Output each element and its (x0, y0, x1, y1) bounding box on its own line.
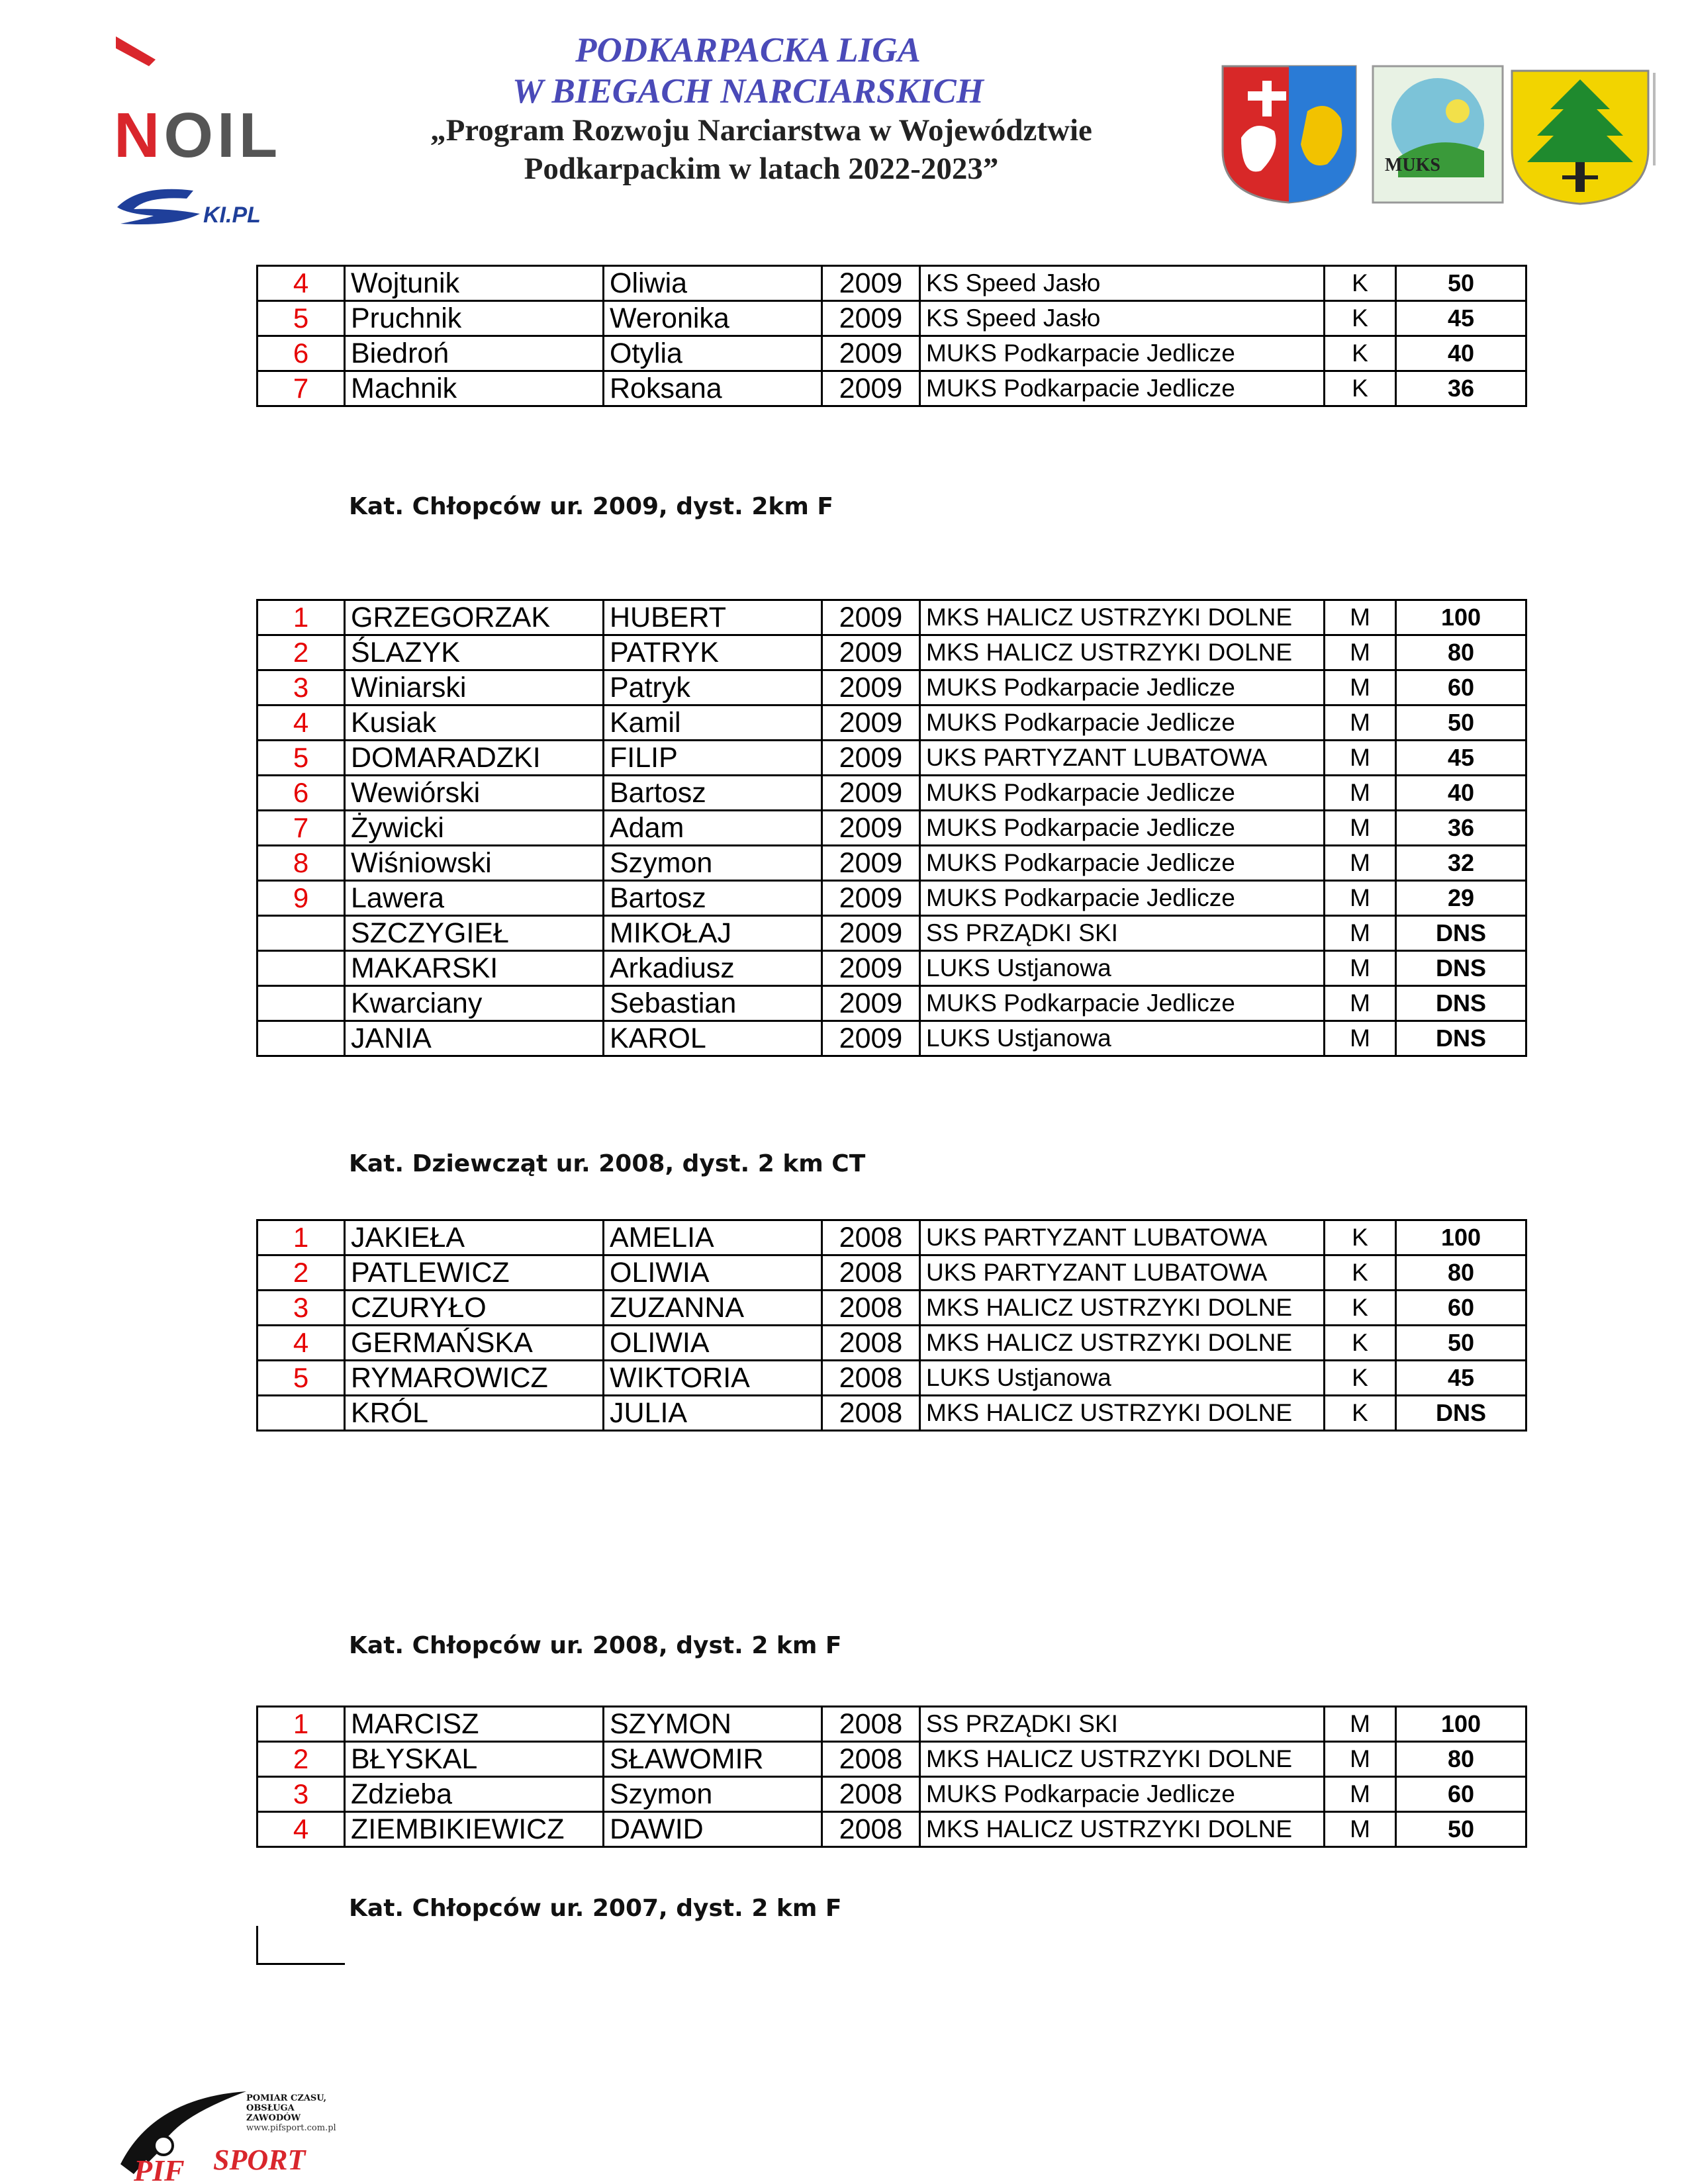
club-cell: LUKS Ustjanowa (920, 1361, 1325, 1396)
name-cell: FILIP (604, 741, 822, 776)
section-title-boys-2008: Kat. Chłopców ur. 2008, dyst. 2 km F (349, 1632, 842, 1659)
table-row (258, 635, 1526, 670)
surname-cell: Żywicki (345, 811, 604, 846)
table-row (258, 951, 1526, 986)
place-cell (258, 951, 345, 986)
sex-cell: K (1325, 1255, 1396, 1291)
table-row (258, 266, 1526, 301)
sex-cell: M (1325, 741, 1396, 776)
place-cell: 6 (258, 336, 345, 371)
table-row (258, 1707, 1526, 1742)
club-cell: SS PRZĄDKI SKI (920, 1707, 1325, 1742)
club-cell: UKS PARTYZANT LUBATOWA (920, 1255, 1325, 1291)
results-table-girls-2009-continued (256, 265, 1527, 407)
year-cell: 2008 (822, 1291, 920, 1326)
table-row (258, 1777, 1526, 1812)
place-cell: 3 (258, 1777, 345, 1812)
surname-cell: MAKARSKI (345, 951, 604, 986)
name-cell: Weronika (604, 301, 822, 336)
club-cell: MUKS Podkarpacie Jedlicze (920, 670, 1325, 705)
name-cell: ZUZANNA (604, 1291, 822, 1326)
sex-cell: M (1325, 846, 1396, 881)
club-cell: MKS HALICZ USTRZYKI DOLNE (920, 635, 1325, 670)
place-cell: 1 (258, 600, 345, 635)
club-cell: UKS PARTYZANT LUBATOWA (920, 1220, 1325, 1255)
surname-cell: ZIEMBIKIEWICZ (345, 1812, 604, 1847)
table-row (258, 1812, 1526, 1847)
year-cell: 2009 (822, 266, 920, 301)
club-cell: MKS HALICZ USTRZYKI DOLNE (920, 1326, 1325, 1361)
place-cell: 2 (258, 1255, 345, 1291)
name-cell: Patryk (604, 670, 822, 705)
club-cell: MKS HALICZ USTRZYKI DOLNE (920, 1812, 1325, 1847)
place-cell: 2 (258, 635, 345, 670)
surname-cell: KRÓL (345, 1396, 604, 1431)
sex-cell: K (1325, 1361, 1396, 1396)
place-cell: 1 (258, 1707, 345, 1742)
points-cell: 50 (1396, 1326, 1526, 1361)
year-cell: 2009 (822, 811, 920, 846)
surname-cell: Wiśniowski (345, 846, 604, 881)
points-cell: 80 (1396, 635, 1526, 670)
surname-cell: ŚLAZYK (345, 635, 604, 670)
club-cell: LUKS Ustjanowa (920, 951, 1325, 986)
name-cell: SZYMON (604, 1707, 822, 1742)
sex-cell: K (1325, 1396, 1396, 1431)
sponsor-oil-logo: NOIL (114, 100, 282, 171)
page-edge-mark (1652, 73, 1665, 165)
name-cell: SŁAWOMIR (604, 1742, 822, 1777)
name-cell: Szymon (604, 1777, 822, 1812)
club-cell: MKS HALICZ USTRZYKI DOLNE (920, 600, 1325, 635)
place-cell: 7 (258, 371, 345, 406)
place-cell (258, 916, 345, 951)
place-cell: 9 (258, 881, 345, 916)
club-cell: MUKS Podkarpacie Jedlicze (920, 371, 1325, 406)
points-cell: 40 (1396, 776, 1526, 811)
place-cell: 4 (258, 705, 345, 741)
place-cell: 3 (258, 1291, 345, 1326)
club-cell: KS Speed Jasło (920, 266, 1325, 301)
club-cell: KS Speed Jasło (920, 301, 1325, 336)
table-row (258, 881, 1526, 916)
points-cell: DNS (1396, 916, 1526, 951)
table-row (258, 811, 1526, 846)
points-cell: 60 (1396, 670, 1526, 705)
sex-cell: K (1325, 301, 1396, 336)
name-cell: OLIWIA (604, 1326, 822, 1361)
points-cell: 50 (1396, 1812, 1526, 1847)
points-cell: 36 (1396, 371, 1526, 406)
points-cell: 100 (1396, 600, 1526, 635)
sex-cell: M (1325, 1742, 1396, 1777)
year-cell: 2008 (822, 1707, 920, 1742)
year-cell: 2009 (822, 336, 920, 371)
year-cell: 2009 (822, 846, 920, 881)
name-cell: OLIWIA (604, 1255, 822, 1291)
sex-cell: M (1325, 670, 1396, 705)
place-cell: 3 (258, 670, 345, 705)
place-cell: 6 (258, 776, 345, 811)
name-cell: PATRYK (604, 635, 822, 670)
year-cell: 2009 (822, 916, 920, 951)
sex-cell: M (1325, 705, 1396, 741)
league-title: PODKARPACKA LIGA W BIEGACH NARCIARSKICH (512, 31, 984, 111)
points-cell: DNS (1396, 951, 1526, 986)
points-cell: 45 (1396, 741, 1526, 776)
surname-cell: Pruchnik (345, 301, 604, 336)
sex-cell: K (1325, 371, 1396, 406)
table-row (258, 600, 1526, 635)
year-cell: 2009 (822, 776, 920, 811)
surname-cell: PATLEWICZ (345, 1255, 604, 1291)
surname-cell: MARCISZ (345, 1707, 604, 1742)
sex-cell: M (1325, 1021, 1396, 1056)
points-cell: DNS (1396, 1021, 1526, 1056)
points-cell: 50 (1396, 705, 1526, 741)
sponsor-flag-icon (116, 36, 156, 69)
points-cell: 60 (1396, 1291, 1526, 1326)
name-cell: WIKTORIA (604, 1361, 822, 1396)
surname-cell: Wojtunik (345, 266, 604, 301)
year-cell: 2008 (822, 1812, 920, 1847)
name-cell: Otylia (604, 336, 822, 371)
surname-cell: SZCZYGIEŁ (345, 916, 604, 951)
points-cell: 40 (1396, 336, 1526, 371)
program-subtitle: „Program Rozwoju Narciarstwa w Województwie Podkarpackim w latach 2022-2023” (430, 113, 1092, 186)
year-cell: 2008 (822, 1255, 920, 1291)
year-cell: 2009 (822, 705, 920, 741)
table-row (258, 986, 1526, 1021)
club-cell: MUKS Podkarpacie Jedlicze (920, 811, 1325, 846)
surname-cell: DOMARADZKI (345, 741, 604, 776)
sex-cell: K (1325, 1220, 1396, 1255)
table-row (258, 301, 1526, 336)
year-cell: 2008 (822, 1396, 920, 1431)
name-cell: KAROL (604, 1021, 822, 1056)
sex-cell: K (1325, 1326, 1396, 1361)
muks-logo-text: MUKS (1385, 155, 1440, 175)
surname-cell: Wewiórski (345, 776, 604, 811)
podkarpackie-coat-of-arms-icon (1221, 65, 1357, 204)
name-cell: Szymon (604, 846, 822, 881)
table-row (258, 1396, 1526, 1431)
club-cell: MUKS Podkarpacie Jedlicze (920, 1777, 1325, 1812)
year-cell: 2009 (822, 741, 920, 776)
points-cell: 32 (1396, 846, 1526, 881)
club-cell: MKS HALICZ USTRZYKI DOLNE (920, 1742, 1325, 1777)
sex-cell: M (1325, 600, 1396, 635)
place-cell (258, 1021, 345, 1056)
table-row (258, 741, 1526, 776)
surname-cell: Zdzieba (345, 1777, 604, 1812)
results-table-boys-2008 (256, 1706, 1527, 1848)
points-cell: 100 (1396, 1220, 1526, 1255)
surname-cell: Winiarski (345, 670, 604, 705)
table-row (258, 1255, 1526, 1291)
section-title-boys-2009: Kat. Chłopców ur. 2009, dyst. 2km F (349, 493, 833, 520)
surname-cell: Biedroń (345, 336, 604, 371)
year-cell: 2009 (822, 670, 920, 705)
name-cell: Sebastian (604, 986, 822, 1021)
place-cell: 5 (258, 1361, 345, 1396)
place-cell: 4 (258, 266, 345, 301)
points-cell: 45 (1396, 301, 1526, 336)
results-table-girls-2008 (256, 1219, 1527, 1432)
points-cell: DNS (1396, 986, 1526, 1021)
table-row (258, 371, 1526, 406)
footer-url: www.pifsport.com.pl (246, 2123, 336, 2133)
name-cell: Arkadiusz (604, 951, 822, 986)
name-cell: Adam (604, 811, 822, 846)
name-cell: JULIA (604, 1396, 822, 1431)
pif-brand-text: PIF (134, 2154, 185, 2184)
sponsor-ski-logo (114, 177, 326, 230)
name-cell: Bartosz (604, 881, 822, 916)
name-cell: Roksana (604, 371, 822, 406)
name-cell: DAWID (604, 1812, 822, 1847)
club-cell: MUKS Podkarpacie Jedlicze (920, 986, 1325, 1021)
surname-cell: Machnik (345, 371, 604, 406)
surname-cell: Lawera (345, 881, 604, 916)
table-row (258, 916, 1526, 951)
year-cell: 2009 (822, 301, 920, 336)
results-table-boys-2009 (256, 599, 1527, 1057)
place-cell: 4 (258, 1812, 345, 1847)
points-cell: 36 (1396, 811, 1526, 846)
surname-cell: BŁYSKAL (345, 1742, 604, 1777)
sex-cell: M (1325, 1812, 1396, 1847)
surname-cell: JAKIEŁA (345, 1220, 604, 1255)
surname-cell: GRZEGORZAK (345, 600, 604, 635)
club-cell: MKS HALICZ USTRZYKI DOLNE (920, 1396, 1325, 1431)
club-cell: MUKS Podkarpacie Jedlicze (920, 336, 1325, 371)
empty-table-stub (256, 1926, 345, 1965)
surname-cell: RYMAROWICZ (345, 1361, 604, 1396)
club-cell: MUKS Podkarpacie Jedlicze (920, 776, 1325, 811)
points-cell: 80 (1396, 1742, 1526, 1777)
place-cell (258, 986, 345, 1021)
club-cell: MUKS Podkarpacie Jedlicze (920, 846, 1325, 881)
sponsor-ski-text: KI.PL (203, 203, 261, 228)
year-cell: 2009 (822, 881, 920, 916)
sex-cell: M (1325, 916, 1396, 951)
name-cell: Kamil (604, 705, 822, 741)
sex-cell: M (1325, 776, 1396, 811)
sex-cell: K (1325, 336, 1396, 371)
place-cell: 5 (258, 301, 345, 336)
sex-cell: M (1325, 635, 1396, 670)
table-row (258, 1021, 1526, 1056)
year-cell: 2008 (822, 1742, 920, 1777)
sex-cell: M (1325, 986, 1396, 1021)
place-cell: 7 (258, 811, 345, 846)
place-cell: 8 (258, 846, 345, 881)
year-cell: 2008 (822, 1326, 920, 1361)
sport-brand-text: SPORT (213, 2144, 306, 2176)
table-row (258, 1326, 1526, 1361)
year-cell: 2008 (822, 1220, 920, 1255)
table-row (258, 1742, 1526, 1777)
place-cell: 1 (258, 1220, 345, 1255)
year-cell: 2008 (822, 1777, 920, 1812)
table-row (258, 846, 1526, 881)
sex-cell: M (1325, 881, 1396, 916)
year-cell: 2009 (822, 951, 920, 986)
year-cell: 2009 (822, 371, 920, 406)
club-cell: MUKS Podkarpacie Jedlicze (920, 881, 1325, 916)
place-cell: 5 (258, 741, 345, 776)
club-cell: MUKS Podkarpacie Jedlicze (920, 705, 1325, 741)
surname-cell: Kusiak (345, 705, 604, 741)
muks-jedlicze-logo (1372, 65, 1504, 204)
points-cell: DNS (1396, 1396, 1526, 1431)
table-row (258, 1291, 1526, 1326)
points-cell: 50 (1396, 266, 1526, 301)
year-cell: 2009 (822, 600, 920, 635)
place-cell: 2 (258, 1742, 345, 1777)
sex-cell: K (1325, 1291, 1396, 1326)
table-row (258, 670, 1526, 705)
table-row (258, 776, 1526, 811)
surname-cell: GERMAŃSKA (345, 1326, 604, 1361)
table-row (258, 1220, 1526, 1255)
section-title-girls-2008: Kat. Dziewcząt ur. 2008, dyst. 2 km CT (349, 1150, 866, 1177)
name-cell: Bartosz (604, 776, 822, 811)
club-cell: LUKS Ustjanowa (920, 1021, 1325, 1056)
club-cell: MKS HALICZ USTRZYKI DOLNE (920, 1291, 1325, 1326)
table-row (258, 1361, 1526, 1396)
place-cell (258, 1396, 345, 1431)
sex-cell: M (1325, 951, 1396, 986)
table-row (258, 336, 1526, 371)
sex-cell: M (1325, 811, 1396, 846)
points-cell: 29 (1396, 881, 1526, 916)
surname-cell: JANIA (345, 1021, 604, 1056)
sex-cell: K (1325, 266, 1396, 301)
points-cell: 60 (1396, 1777, 1526, 1812)
footer-service-text: POMIAR CZASU, OBSŁUGA ZAWODÓW www.pifsport.com.pl (246, 2093, 336, 2133)
club-cell: UKS PARTYZANT LUBATOWA (920, 741, 1325, 776)
name-cell: AMELIA (604, 1220, 822, 1255)
year-cell: 2008 (822, 1361, 920, 1396)
points-cell: 45 (1396, 1361, 1526, 1396)
section-title-boys-2007: Kat. Chłopców ur. 2007, dyst. 2 km F (349, 1895, 842, 1922)
sex-cell: M (1325, 1777, 1396, 1812)
name-cell: Oliwia (604, 266, 822, 301)
tree-coat-of-arms-icon (1511, 69, 1650, 205)
year-cell: 2009 (822, 986, 920, 1021)
club-cell: SS PRZĄDKI SKI (920, 916, 1325, 951)
points-cell: 80 (1396, 1255, 1526, 1291)
year-cell: 2009 (822, 635, 920, 670)
place-cell: 4 (258, 1326, 345, 1361)
year-cell: 2009 (822, 1021, 920, 1056)
surname-cell: Kwarciany (345, 986, 604, 1021)
name-cell: MIKOŁAJ (604, 916, 822, 951)
sex-cell: M (1325, 1707, 1396, 1742)
points-cell: 100 (1396, 1707, 1526, 1742)
table-row (258, 705, 1526, 741)
surname-cell: CZURYŁO (345, 1291, 604, 1326)
name-cell: HUBERT (604, 600, 822, 635)
